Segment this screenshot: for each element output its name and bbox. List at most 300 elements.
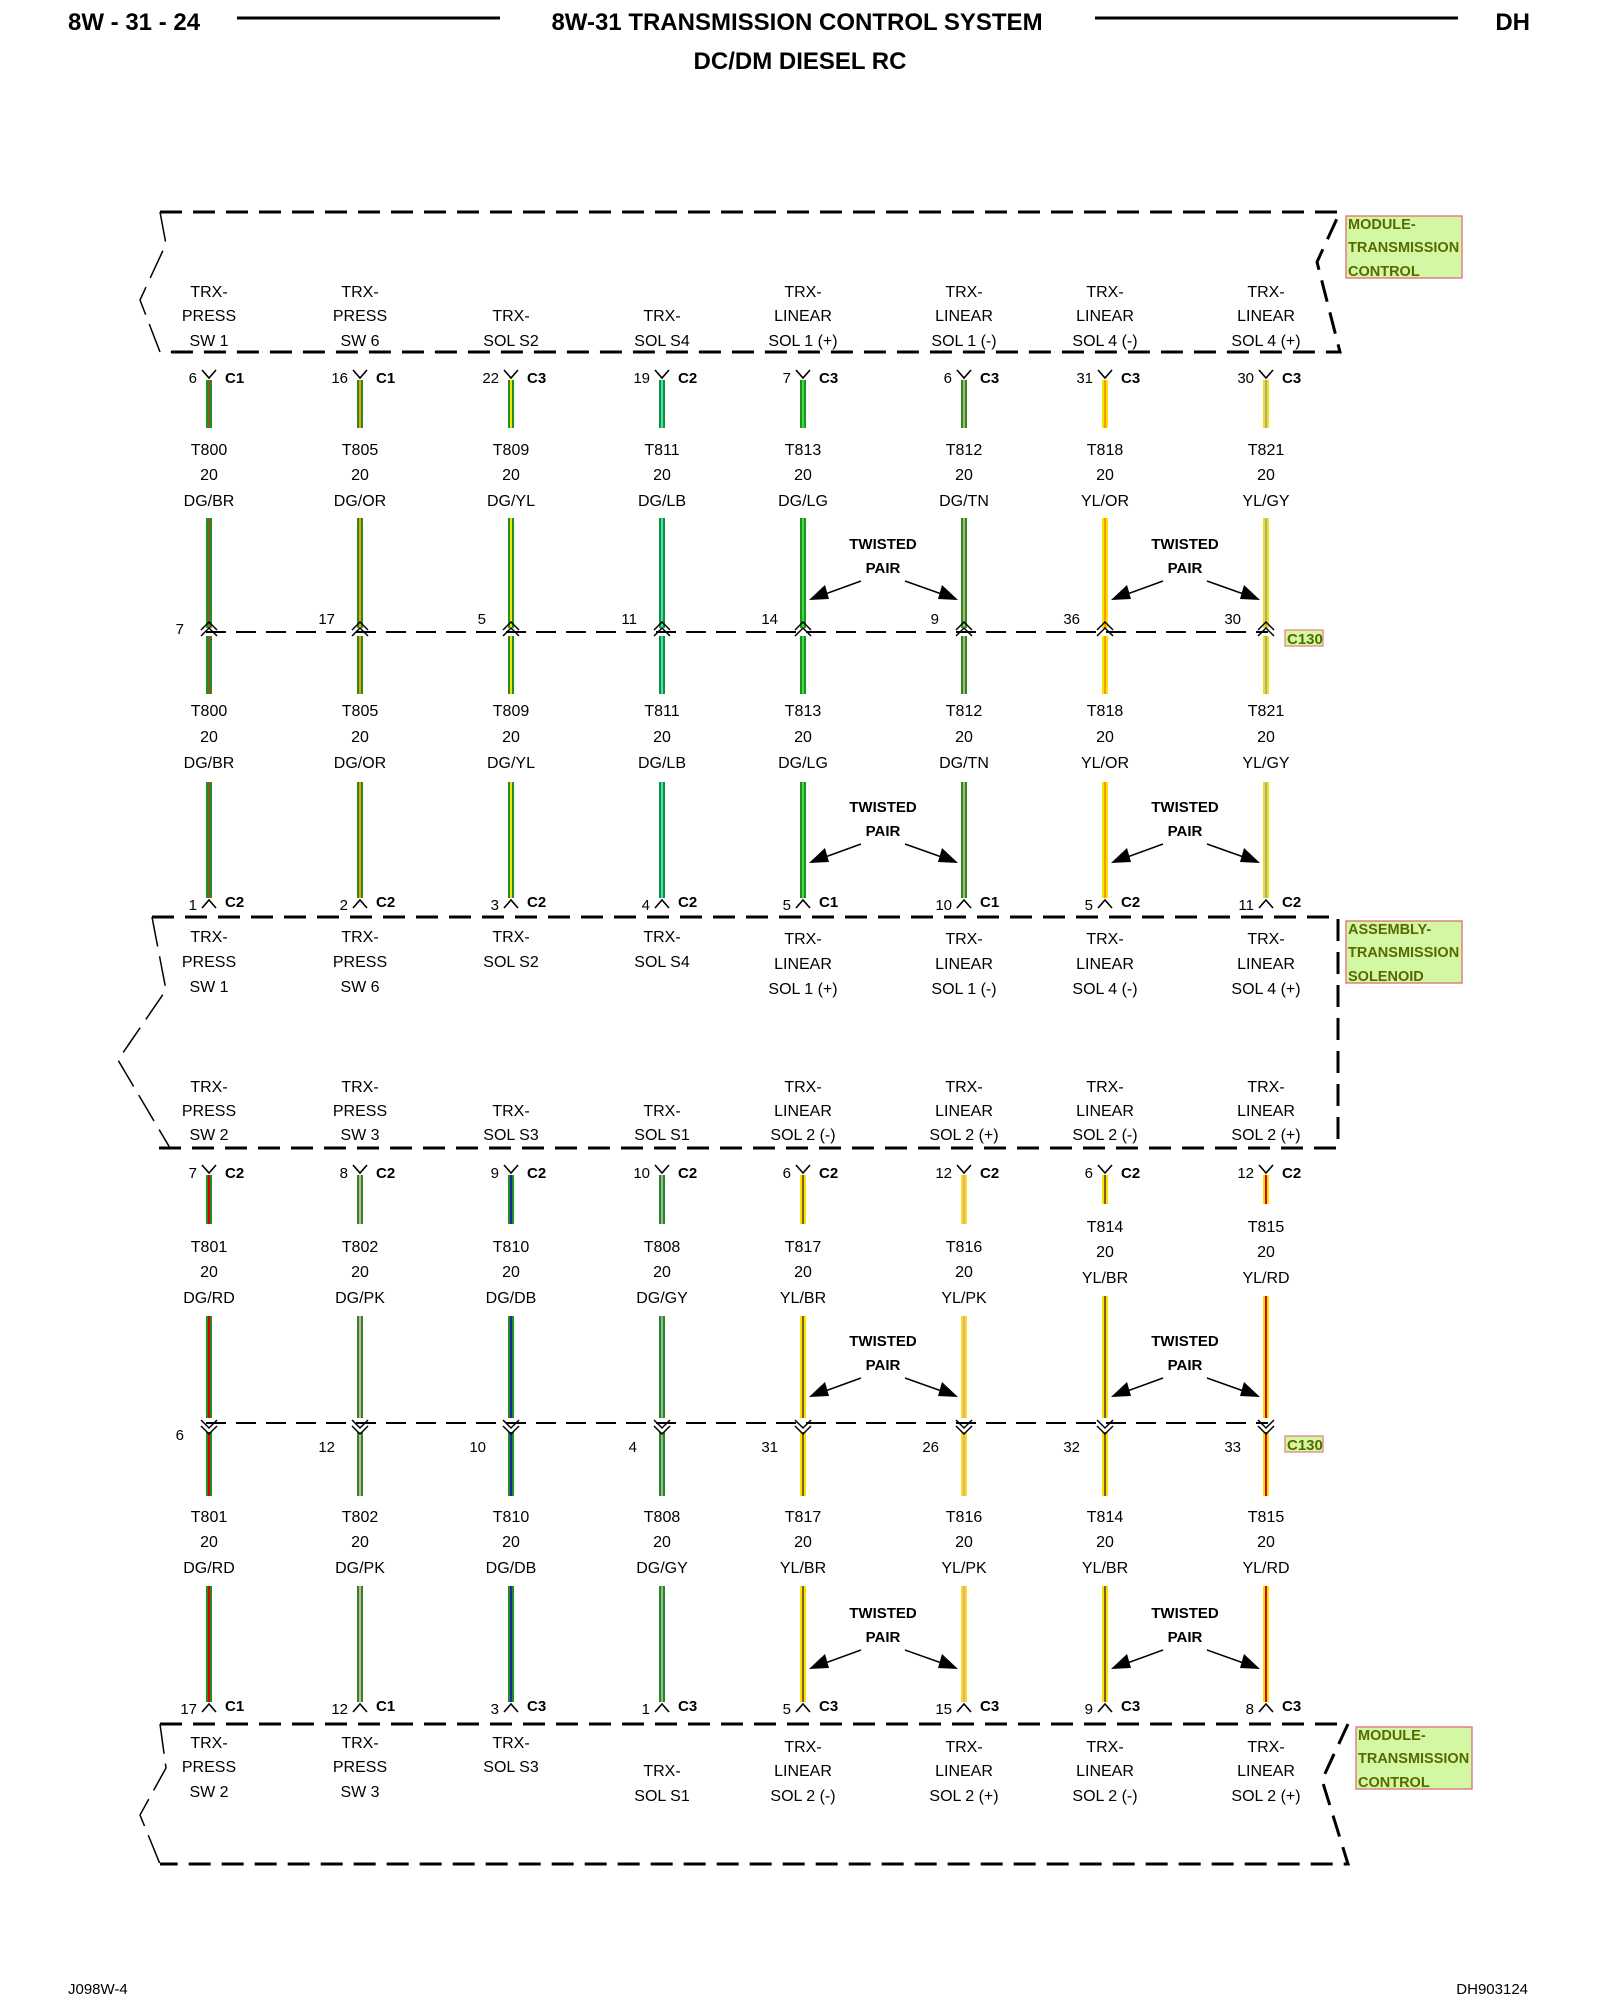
pin-mark <box>202 1165 216 1173</box>
solenoid-pin-name: TRX- <box>190 1079 228 1096</box>
wire-gauge: 20 <box>1257 467 1275 484</box>
circuit-number: T805 <box>341 442 379 459</box>
solenoid-pin-name: SOL 2 (+) <box>929 1127 999 1144</box>
solenoid-pin-name: LINEAR <box>774 1103 832 1120</box>
wire-gauge: 20 <box>653 467 671 484</box>
pin-mark <box>504 1704 518 1712</box>
solenoid-pin-name: LINEAR <box>1237 956 1295 973</box>
module-connector: C3 <box>819 1698 839 1715</box>
module-pin-name: TRX- <box>945 1739 983 1756</box>
wire-gauge: 20 <box>200 1264 218 1281</box>
solenoid-connector: C2 <box>980 1165 1000 1182</box>
module-pin-name: SOL 2 (-) <box>1072 1788 1138 1805</box>
solenoid-pin-number: 5 <box>782 897 791 914</box>
circuit-number: T812 <box>945 442 983 459</box>
wire-gauge: 20 <box>794 467 812 484</box>
solenoid-pin-name: LINEAR <box>1076 1103 1134 1120</box>
c130-pin: 4 <box>628 1439 637 1456</box>
pin-mark <box>202 900 216 908</box>
twist-arrow-head <box>809 1382 829 1397</box>
wire-gauge: 20 <box>1096 1534 1114 1551</box>
wire-color: DG/LB <box>637 755 687 772</box>
pin-mark <box>1259 1704 1273 1712</box>
wire-color: YL/BR <box>779 1560 827 1577</box>
svg-text:ASSEMBLY-: ASSEMBLY- <box>1348 922 1432 938</box>
wire-color: DG/DB <box>485 1560 537 1577</box>
pin-mark <box>504 370 518 378</box>
module-top-tag <box>1346 216 1462 280</box>
solenoid-connector: C2 <box>678 1165 698 1182</box>
twist-arrow-head <box>1240 848 1260 863</box>
module-pin-name: TRX- <box>341 284 379 301</box>
assembly-left-edge <box>118 917 170 1148</box>
svg-text:C130: C130 <box>1287 631 1323 648</box>
solenoid-pin-name: TRX- <box>492 929 530 946</box>
circuit-number: T821 <box>1247 442 1285 459</box>
solenoid-pin-number: 10 <box>935 897 952 914</box>
solenoid-pin-name: TRX- <box>1247 1079 1285 1096</box>
module-pin-name: TRX- <box>341 1735 379 1752</box>
wire-color: DG/DB <box>485 1290 537 1307</box>
pin-mark <box>1098 900 1112 908</box>
pin-mark <box>504 1165 518 1173</box>
c130-pin: 11 <box>621 611 637 628</box>
solenoid-connector: C1 <box>819 894 839 911</box>
wire-gauge: 20 <box>955 467 973 484</box>
module-pin-name: TRX- <box>1247 284 1285 301</box>
wire-gauge: 20 <box>1096 1244 1114 1261</box>
module-pin-name: LINEAR <box>1076 1763 1134 1780</box>
solenoid-pin-name: LINEAR <box>1076 956 1134 973</box>
module-pin-name: PRESS <box>332 1759 388 1776</box>
pin-mark <box>655 900 669 908</box>
circuit-number: T802 <box>341 1509 379 1526</box>
c130-pin: 14 <box>761 611 778 628</box>
module-pin-number: 8 <box>1245 1701 1254 1718</box>
c130-bottom-tag <box>1285 1436 1323 1454</box>
module-bottom-left-edge <box>140 1724 166 1864</box>
twist-arrow-head <box>1240 1382 1260 1397</box>
solenoid-connector: C2 <box>678 894 698 911</box>
module-bottom-tag <box>1356 1727 1472 1791</box>
pair-label: PAIR <box>1167 823 1203 840</box>
module-pin-name: SW 1 <box>189 333 229 350</box>
solenoid-connector: C2 <box>527 894 547 911</box>
solenoid-connector: C2 <box>819 1165 839 1182</box>
wire-color: YL/BR <box>779 1290 827 1307</box>
solenoid-pin-name: TRX- <box>643 1103 681 1120</box>
module-pin-number: 6 <box>188 370 197 387</box>
svg-text:SOLENOID: SOLENOID <box>1348 969 1424 985</box>
wire-color: YL/OR <box>1080 493 1130 510</box>
circuit-number: T816 <box>945 1509 983 1526</box>
svg-text:TRANSMISSION: TRANSMISSION <box>1358 1751 1470 1767</box>
module-pin-name: LINEAR <box>1237 1763 1295 1780</box>
pin-mark <box>655 370 669 378</box>
wire-gauge: 20 <box>502 729 520 746</box>
circuit-number: T817 <box>784 1239 822 1256</box>
wire-gauge: 20 <box>502 467 520 484</box>
twisted-label: TWISTED <box>1151 799 1219 816</box>
module-pin-name: SW 6 <box>340 333 380 350</box>
twist-arrow-head <box>938 848 958 863</box>
module-connector: C3 <box>1121 1698 1141 1715</box>
c130-mark <box>1097 1420 1113 1434</box>
solenoid-pin-number: 6 <box>782 1165 791 1182</box>
solenoid-pin-number: 6 <box>1084 1165 1093 1182</box>
module-connector: C3 <box>1282 1698 1302 1715</box>
solenoid-pin-name: SW 1 <box>189 979 229 996</box>
wire-color: DG/GY <box>636 1290 688 1307</box>
pair-label: PAIR <box>865 1629 901 1646</box>
wire-group <box>209 380 1266 1702</box>
circuit-number: T811 <box>644 703 680 720</box>
wire-gauge: 20 <box>200 467 218 484</box>
wire-color: DG/TN <box>939 755 989 772</box>
wire-color: YL/GY <box>1242 755 1290 772</box>
solenoid-pin-number: 10 <box>633 1165 650 1182</box>
solenoid-pin-name: TRX- <box>1086 931 1124 948</box>
twisted-label: TWISTED <box>849 799 917 816</box>
footer-left: J098W-4 <box>68 1981 128 1998</box>
c130-pin: 10 <box>469 1439 486 1456</box>
module-pin-number: 9 <box>1084 1701 1093 1718</box>
twist-arrow-head <box>809 585 829 600</box>
wire-labels <box>176 284 1302 1805</box>
c130-pin: 7 <box>175 621 184 638</box>
module-pin-name: TRX- <box>190 284 228 301</box>
circuit-number: T818 <box>1086 703 1124 720</box>
svg-text:CONTROL: CONTROL <box>1348 264 1420 280</box>
solenoid-pin-name: TRX- <box>1086 1079 1124 1096</box>
pair-label: PAIR <box>1167 1357 1203 1374</box>
wire-color: DG/LG <box>778 493 828 510</box>
solenoid-connector: C2 <box>527 1165 547 1182</box>
module-pin-name: SOL S4 <box>634 333 690 350</box>
solenoid-pin-name: SOL 2 (+) <box>1231 1127 1301 1144</box>
module-pin-name: SW 2 <box>189 1784 229 1801</box>
solenoid-pin-name: PRESS <box>332 1103 388 1120</box>
wire-gauge: 20 <box>502 1264 520 1281</box>
solenoid-pin-name: TRX- <box>341 1079 379 1096</box>
wire-color: DG/RD <box>183 1290 235 1307</box>
twist-arrow-head <box>938 1654 958 1669</box>
c130-pin: 12 <box>318 1439 335 1456</box>
solenoid-pin-name: SOL S4 <box>634 954 690 971</box>
module-connector: C3 <box>527 1698 547 1715</box>
wire-color: DG/PK <box>335 1290 385 1307</box>
module-pin-name: LINEAR <box>774 308 832 325</box>
module-pin-name: LINEAR <box>774 1763 832 1780</box>
page-number: 8W - 31 - 24 <box>68 9 201 36</box>
module-pin-name: SOL S3 <box>483 1759 539 1776</box>
twist-arrow-head <box>938 585 958 600</box>
wire-gauge: 20 <box>351 729 369 746</box>
twist-arrow-head <box>1240 1654 1260 1669</box>
module-connector: C1 <box>225 370 245 387</box>
solenoid-pin-name: SOL 1 (+) <box>768 981 838 998</box>
solenoid-pin-name: LINEAR <box>935 956 993 973</box>
module-pin-number: 22 <box>482 370 499 387</box>
solenoid-pin-name: TRX- <box>945 931 983 948</box>
solenoid-connector: C2 <box>376 1165 396 1182</box>
module-pin-name: SOL 1 (+) <box>768 333 838 350</box>
circuit-number: T811 <box>644 442 680 459</box>
wire-color: DG/LB <box>637 493 687 510</box>
module-pin-name: TRX- <box>945 284 983 301</box>
wire-color: YL/PK <box>941 1560 987 1577</box>
pin-mark <box>504 900 518 908</box>
module-connector: C3 <box>980 1698 1000 1715</box>
module-pin-name: PRESS <box>181 308 237 325</box>
pin-mark <box>1259 1165 1273 1173</box>
solenoid-pin-name: SOL 2 (-) <box>770 1127 836 1144</box>
module-connector: C1 <box>225 1698 245 1715</box>
twisted-label: TWISTED <box>1151 1605 1219 1622</box>
circuit-number: T800 <box>190 703 228 720</box>
c130-pin: 33 <box>1224 1439 1241 1456</box>
wire-gauge: 20 <box>955 1264 973 1281</box>
module-pin-name: SOL 4 (+) <box>1231 333 1301 350</box>
solenoid-pin-number: 4 <box>641 897 650 914</box>
pair-label: PAIR <box>865 823 901 840</box>
solenoid-pin-name: SW 6 <box>340 979 380 996</box>
c130-pin: 30 <box>1224 611 1241 628</box>
c130-pin: 26 <box>922 1439 939 1456</box>
wire-color: YL/GY <box>1242 493 1290 510</box>
wire-gauge: 20 <box>502 1534 520 1551</box>
module-pin-number: 30 <box>1237 370 1254 387</box>
svg-text:CONTROL: CONTROL <box>1358 1775 1430 1791</box>
wire-color: DG/YL <box>486 755 536 772</box>
pin-mark <box>353 1165 367 1173</box>
solenoid-pin-name: TRX- <box>784 931 822 948</box>
c130-pin: 17 <box>318 611 335 628</box>
wire-gauge: 20 <box>200 1534 218 1551</box>
solenoid-pin-name: SOL S2 <box>483 954 539 971</box>
solenoid-pin-name: PRESS <box>181 1103 237 1120</box>
module-connector: C3 <box>678 1698 698 1715</box>
wire-color: DG/BR <box>183 755 235 772</box>
solenoid-pin-number: 12 <box>1237 1165 1254 1182</box>
module-pin-name: TRX- <box>1086 284 1124 301</box>
module-connector: C2 <box>678 370 698 387</box>
circuit-number: T809 <box>492 703 530 720</box>
wire-gauge: 20 <box>955 729 973 746</box>
c130-pin: 6 <box>175 1427 184 1444</box>
wire-color: DG/GY <box>636 1560 688 1577</box>
pin-mark <box>655 1165 669 1173</box>
circuit-number: T802 <box>341 1239 379 1256</box>
solenoid-pin-name: TRX- <box>190 929 228 946</box>
wire-gauge: 20 <box>1096 729 1114 746</box>
module-pin-name: SW 3 <box>340 1784 380 1801</box>
module-pin-name: TRX- <box>784 1739 822 1756</box>
pair-label: PAIR <box>865 560 901 577</box>
module-pin-number: 15 <box>935 1701 952 1718</box>
module-pin-name: TRX- <box>1086 1739 1124 1756</box>
svg-text:C130: C130 <box>1287 1437 1323 1454</box>
solenoid-connector: C2 <box>225 894 245 911</box>
pin-mark <box>796 1165 810 1173</box>
wire-color: YL/BR <box>1081 1560 1129 1577</box>
pin-mark <box>655 1704 669 1712</box>
c130-pin: 31 <box>761 1439 778 1456</box>
module-pin-name: PRESS <box>332 308 388 325</box>
wire-color: DG/OR <box>333 493 387 510</box>
solenoid-pin-number: 2 <box>339 897 348 914</box>
solenoid-pin-number: 1 <box>188 897 197 914</box>
solenoid-pin-name: TRX- <box>341 929 379 946</box>
module-pin-name: SOL S2 <box>483 333 539 350</box>
twist-arrow-head <box>809 848 829 863</box>
pair-label: PAIR <box>1167 1629 1203 1646</box>
circuit-number: T815 <box>1247 1219 1285 1236</box>
module-pin-name: LINEAR <box>935 1763 993 1780</box>
module-pin-name: TRX- <box>1247 1739 1285 1756</box>
module-pin-number: 7 <box>782 370 791 387</box>
module-pin-name: LINEAR <box>1237 308 1295 325</box>
twist-arrow-head <box>1111 585 1131 600</box>
module-pin-number: 31 <box>1076 370 1093 387</box>
pair-label: PAIR <box>865 1357 901 1374</box>
pin-mark <box>1098 1704 1112 1712</box>
module-pin-name: TRX- <box>784 284 822 301</box>
module-pin-name: TRX- <box>643 1763 681 1780</box>
solenoid-pin-number: 3 <box>490 897 499 914</box>
circuit-number: T821 <box>1247 703 1285 720</box>
wire-gauge: 20 <box>653 1264 671 1281</box>
pin-mark <box>1259 370 1273 378</box>
solenoid-pin-number: 12 <box>935 1165 952 1182</box>
twisted-label: TWISTED <box>849 536 917 553</box>
page-subtitle: DC/DM DIESEL RC <box>693 48 907 75</box>
module-pin-name: SOL 2 (-) <box>770 1788 836 1805</box>
circuit-number: T810 <box>492 1239 530 1256</box>
wire-gauge: 20 <box>794 729 812 746</box>
module-connector: C3 <box>1282 370 1302 387</box>
solenoid-pin-name: SOL 4 (+) <box>1231 981 1301 998</box>
solenoid-connector: C2 <box>376 894 396 911</box>
solenoid-pin-name: LINEAR <box>935 1103 993 1120</box>
wire-gauge: 20 <box>1257 1244 1275 1261</box>
module-pin-name: TRX- <box>492 1735 530 1752</box>
wire-color: DG/LG <box>778 755 828 772</box>
circuit-number: T801 <box>190 1239 228 1256</box>
pin-mark <box>202 1704 216 1712</box>
module-pin-name: LINEAR <box>935 308 993 325</box>
twist-arrow-head <box>1111 1382 1131 1397</box>
module-pin-name: TRX- <box>492 308 530 325</box>
circuit-number: T810 <box>492 1509 530 1526</box>
pin-mark <box>957 370 971 378</box>
circuit-number: T813 <box>784 442 822 459</box>
solenoid-connector: C2 <box>1121 1165 1141 1182</box>
circuit-number: T805 <box>341 703 379 720</box>
module-connector: C3 <box>980 370 1000 387</box>
solenoid-pin-name: TRX- <box>1247 931 1285 948</box>
circuit-number: T814 <box>1086 1509 1124 1526</box>
wire-color: DG/BR <box>183 493 235 510</box>
wire-gauge: 20 <box>351 1264 369 1281</box>
page-title: 8W-31 TRANSMISSION CONTROL SYSTEM <box>551 9 1043 36</box>
module-top-left-edge <box>140 212 166 352</box>
solenoid-connector: C2 <box>1282 894 1302 911</box>
footer-right: DH903124 <box>1456 1981 1528 1998</box>
circuit-number: T808 <box>643 1509 681 1526</box>
circuit-number: T801 <box>190 1509 228 1526</box>
wire-gauge: 20 <box>653 729 671 746</box>
pin-mark <box>796 900 810 908</box>
module-connector: C1 <box>376 370 396 387</box>
wire-color: YL/PK <box>941 1290 987 1307</box>
solenoid-connector: C2 <box>1282 1165 1302 1182</box>
module-connector: C3 <box>819 370 839 387</box>
circuit-number: T817 <box>784 1509 822 1526</box>
wire-gauge: 20 <box>351 1534 369 1551</box>
svg-text:MODULE-: MODULE- <box>1348 217 1416 233</box>
solenoid-pin-name: PRESS <box>181 954 237 971</box>
assembly-tag <box>1346 921 1462 985</box>
wire-gauge: 20 <box>1257 729 1275 746</box>
solenoid-pin-name: SW 2 <box>189 1127 229 1144</box>
module-connector: C1 <box>376 1698 396 1715</box>
pin-mark <box>353 900 367 908</box>
twist-arrow-head <box>938 1382 958 1397</box>
pin-mark <box>796 1704 810 1712</box>
circuit-number: T814 <box>1086 1219 1124 1236</box>
module-top-box <box>160 212 1340 352</box>
module-pin-name: SOL 1 (-) <box>931 333 997 350</box>
circuit-number: T818 <box>1086 442 1124 459</box>
solenoid-pin-name: PRESS <box>332 954 388 971</box>
solenoid-pin-name: TRX- <box>492 1103 530 1120</box>
twist-arrow-head <box>1240 585 1260 600</box>
wire-gauge: 20 <box>1257 1534 1275 1551</box>
wire-color: YL/OR <box>1080 755 1130 772</box>
c130-pin: 9 <box>930 611 939 628</box>
module-pin-number: 3 <box>490 1701 499 1718</box>
solenoid-pin-name: SW 3 <box>340 1127 380 1144</box>
wire-color: DG/TN <box>939 493 989 510</box>
wire-color: YL/BR <box>1081 1270 1129 1287</box>
circuit-number: T800 <box>190 442 228 459</box>
module-pin-name: SOL S1 <box>634 1788 690 1805</box>
wire-gauge: 20 <box>200 729 218 746</box>
pin-mark <box>1098 370 1112 378</box>
pin-mark <box>796 370 810 378</box>
solenoid-pin-number: 7 <box>188 1165 197 1182</box>
solenoid-pin-name: LINEAR <box>774 956 832 973</box>
module-pin-name: SOL 2 (+) <box>929 1788 999 1805</box>
c130-mark <box>795 1420 811 1434</box>
twisted-label: TWISTED <box>849 1333 917 1350</box>
solenoid-connector: C1 <box>980 894 1000 911</box>
module-pin-number: 5 <box>782 1701 791 1718</box>
module-pin-name: SOL 2 (+) <box>1231 1788 1301 1805</box>
module-pin-name: PRESS <box>181 1759 237 1776</box>
module-pin-name: SOL 4 (-) <box>1072 333 1138 350</box>
wire-gauge: 20 <box>1096 467 1114 484</box>
svg-text:TRANSMISSION: TRANSMISSION <box>1348 945 1460 961</box>
circuit-number: T813 <box>784 703 822 720</box>
solenoid-pin-number: 11 <box>1238 897 1254 914</box>
pin-mark <box>353 1704 367 1712</box>
svg-text:TRANSMISSION: TRANSMISSION <box>1348 240 1460 256</box>
pin-mark <box>202 370 216 378</box>
wire-color: DG/OR <box>333 755 387 772</box>
wire-gauge: 20 <box>351 467 369 484</box>
